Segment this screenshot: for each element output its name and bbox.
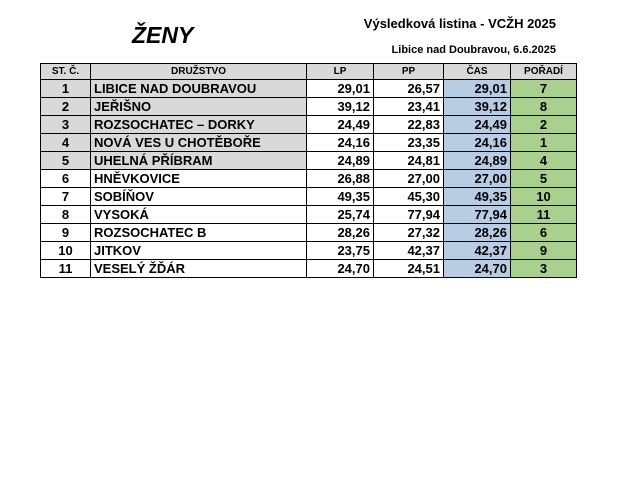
col-header-st: ST. Č. [41,64,91,80]
rank: 4 [511,152,577,170]
team-name: JEŘIŠNO [91,98,307,116]
final-time: 24,89 [444,152,511,170]
team-name: LIBICE NAD DOUBRAVOU [91,80,307,98]
team-name: VYSOKÁ [91,206,307,224]
team-name: ROZSOCHATEC – DORKY [91,116,307,134]
team-name: ROZSOCHATEC B [91,224,307,242]
start-number: 1 [41,80,91,98]
rank: 10 [511,188,577,206]
rank: 11 [511,206,577,224]
pp-time: 77,94 [374,206,444,224]
pp-time: 23,41 [374,98,444,116]
start-number: 7 [41,188,91,206]
table-row [41,170,577,188]
lp-time: 49,35 [307,188,374,206]
lp-time: 24,16 [307,134,374,152]
pp-time: 24,81 [374,152,444,170]
lp-time: 26,88 [307,170,374,188]
team-name: NOVÁ VES U CHOTĚBOŘE [91,134,307,152]
final-time: 39,12 [444,98,511,116]
table-row [41,98,577,116]
final-time: 28,26 [444,224,511,242]
final-time: 42,37 [444,242,511,260]
col-header-pp: PP [374,64,444,80]
pp-time: 24,51 [374,260,444,278]
final-time: 24,49 [444,116,511,134]
pp-time: 45,30 [374,188,444,206]
final-time: 27,00 [444,170,511,188]
start-number: 9 [41,224,91,242]
start-number: 5 [41,152,91,170]
lp-time: 28,26 [307,224,374,242]
col-header-rank: POŘADÍ [511,64,577,80]
team-name: VESELÝ ŽĎÁR [91,260,307,278]
start-number: 11 [41,260,91,278]
document-title: Výsledková listina - VCŽH 2025 [363,16,556,31]
rank: 3 [511,260,577,278]
rank: 7 [511,80,577,98]
results-table [40,63,577,278]
start-number: 10 [41,242,91,260]
rank: 8 [511,98,577,116]
team-name: UHELNÁ PŘÍBRAM [91,152,307,170]
rank: 5 [511,170,577,188]
category-title: ŽENY [132,22,194,48]
pp-time: 27,32 [374,224,444,242]
team-name: HNĚVKOVICE [91,170,307,188]
table-row [41,260,577,278]
team-name: JITKOV [91,242,307,260]
start-number: 3 [41,116,91,134]
rank: 6 [511,224,577,242]
lp-time: 29,01 [307,80,374,98]
start-number: 2 [41,98,91,116]
lp-time: 24,89 [307,152,374,170]
col-header-team: DRUŽSTVO [91,64,307,80]
final-time: 77,94 [444,206,511,224]
col-header-cas: ČAS [444,64,511,80]
start-number: 8 [41,206,91,224]
lp-time: 24,49 [307,116,374,134]
final-time: 24,16 [444,134,511,152]
final-time: 29,01 [444,80,511,98]
table-row [41,134,577,152]
team-name: SOBÍŇOV [91,188,307,206]
lp-time: 39,12 [307,98,374,116]
table-row [41,188,577,206]
lp-time: 25,74 [307,206,374,224]
start-number: 6 [41,170,91,188]
final-time: 24,70 [444,260,511,278]
table-row [41,242,577,260]
lp-time: 23,75 [307,242,374,260]
lp-time: 24,70 [307,260,374,278]
rank: 2 [511,116,577,134]
rank: 1 [511,134,577,152]
pp-time: 42,37 [374,242,444,260]
table-row [41,80,577,98]
col-header-lp: LP [307,64,374,80]
place-date: Libice nad Doubravou, 6.6.2025 [391,44,556,56]
table-row [41,206,577,224]
start-number: 4 [41,134,91,152]
final-time: 49,35 [444,188,511,206]
header-row [41,64,577,80]
table-row [41,224,577,242]
pp-time: 22,83 [374,116,444,134]
pp-time: 26,57 [374,80,444,98]
pp-time: 23,35 [374,134,444,152]
table-row [41,152,577,170]
pp-time: 27,00 [374,170,444,188]
rank: 9 [511,242,577,260]
table-row [41,116,577,134]
